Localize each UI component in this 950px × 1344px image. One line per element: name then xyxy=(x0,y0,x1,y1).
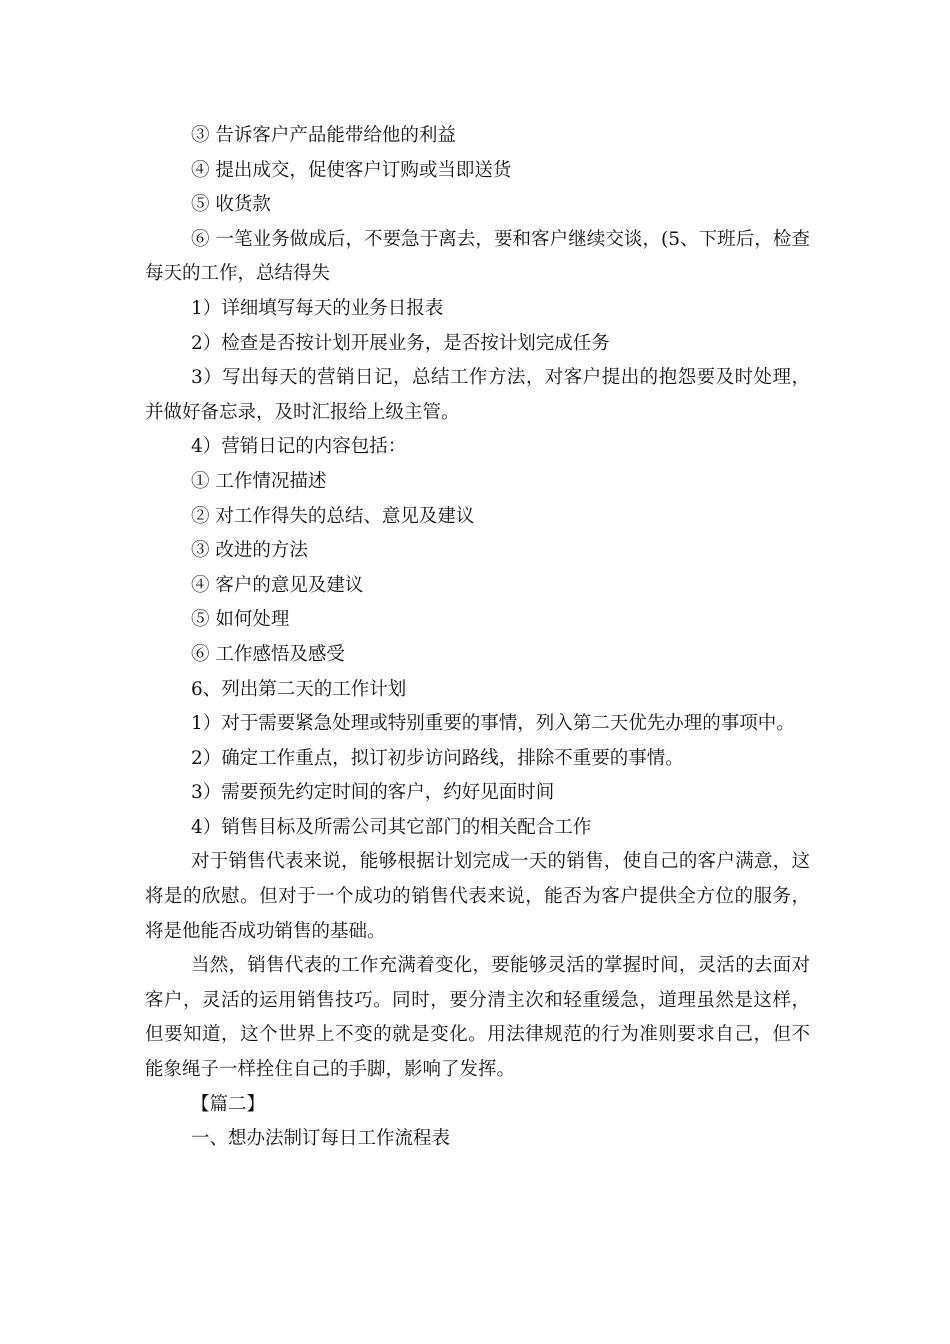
paragraph-urgent-items: 1）对于需要紧急处理或特别重要的事情，列入第二天优先办理的事项中。 xyxy=(191,713,795,735)
paragraph-close-deal: ④ 提出成交，促使客户订购或当即送货 xyxy=(191,159,512,181)
paragraph-handling: ⑤ 如何处理 xyxy=(191,609,290,631)
paragraph-daily-report: 1）详细填写每天的业务日报表 xyxy=(191,297,444,319)
section-heading-part-two: 【篇二】 xyxy=(191,1093,266,1115)
paragraph-summary: ② 对工作得失的总结、意见及建议 xyxy=(191,505,475,527)
document-body xyxy=(145,119,810,1157)
paragraph-benefits: ③ 告诉客户产品能带给他的利益 xyxy=(191,125,456,146)
paragraph-marketing-diary: 3）写出每天的营销日记，总结工作方法，对客户提出的抱怨要及时处理，并做好备忘录，及时汇报给上级主管。 xyxy=(145,367,810,423)
paragraph-sales-targets: 4）销售目标及所需公司其它部门的相关配合工作 xyxy=(191,816,592,838)
paragraph-reflections: ⑥ 工作感悟及感受 xyxy=(191,643,345,665)
paragraph-daily-workflow: 一、想办法制订每日工作流程表 xyxy=(191,1128,451,1150)
paragraph-collect-payment: ⑤ 收货款 xyxy=(191,194,271,216)
paragraph-diary-contents: 4）营销日记的内容包括： xyxy=(191,436,407,458)
paragraph-key-work: 2）确定工作重点，拟订初步访问路线，排除不重要的事情。 xyxy=(191,747,684,769)
paragraph-work-description: ① 工作情况描述 xyxy=(191,470,327,492)
paragraph-customer-feedback: ④ 客户的意见及建议 xyxy=(191,574,364,596)
paragraph-next-day-plan: 6、列出第二天的工作计划 xyxy=(191,678,407,700)
paragraph-flexibility: 当然，销售代表的工作充满着变化，要能够灵活的掌握时间，灵活的去面对客户，灵活的运用销售技巧。同时，要分清主次和轻重缓急，道理虽然是这样，但要知道，这个世界上不变的就是变化。用法律规范的行为准则要求自己，但不能象绳子一样拴住自己的手脚，影响了发挥。 xyxy=(145,955,810,1081)
paragraph-check-plan: 2）检查是否按计划开展业务，是否按计划完成任务 xyxy=(191,332,610,354)
paragraph-sales-rep-success: 对于销售代表来说，能够根据计划完成一天的销售，使自己的客户满意，这将是的欣慰。但对于一个成功的销售代表来说，能否为客户提供全方位的服务，将是他能否成功销售的基础。 xyxy=(145,851,810,942)
paragraph-after-deal: ⑥ 一笔业务做成后，不要急于离去，要和客户继续交谈，(5、下班后，检查每天的工作，总结得失 xyxy=(145,228,810,285)
paragraph-appointments: 3）需要预先约定时间的客户，约好见面时间 xyxy=(191,782,555,804)
paragraph-improvement: ③ 改进的方法 xyxy=(191,540,308,562)
